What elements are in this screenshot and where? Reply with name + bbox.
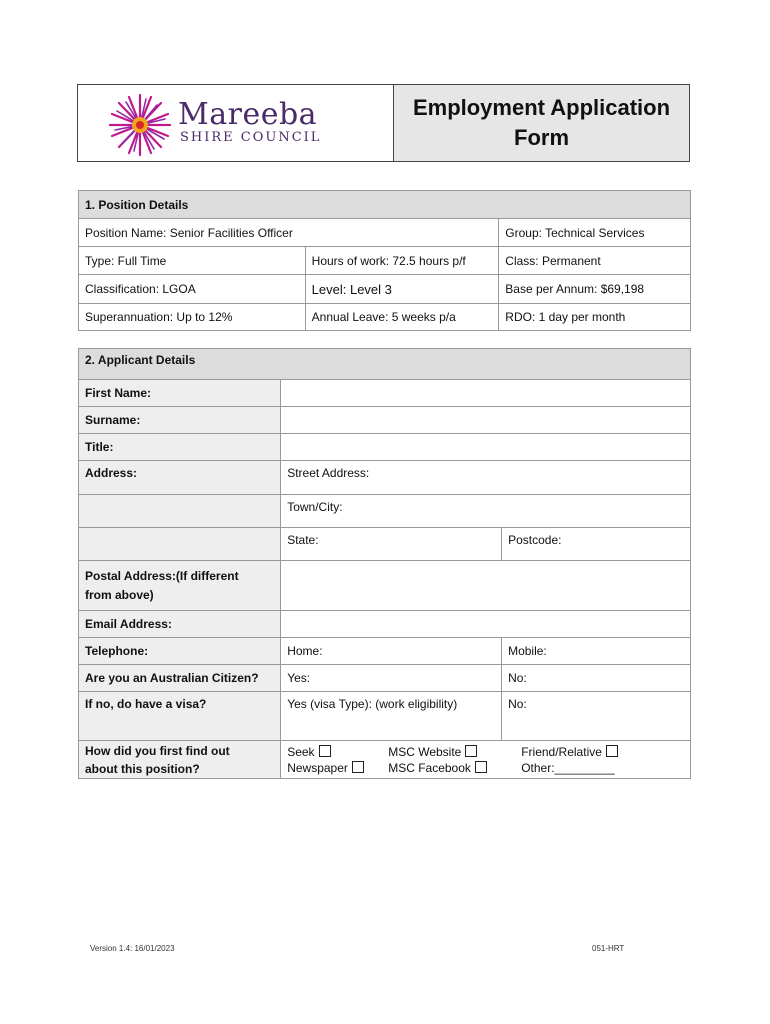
title-field[interactable] (281, 434, 691, 461)
position-type: Type: Full Time (79, 247, 306, 275)
position-details-heading: 1. Position Details (79, 191, 691, 219)
form-title-line-2: Form (514, 125, 569, 150)
position-level: Level: Level 3 (305, 275, 499, 304)
source-friend-label: Friend/Relative (521, 744, 602, 759)
postal-address-label-line-1: Postal Address:(If different (85, 568, 239, 583)
home-phone-field[interactable]: Home: (281, 638, 502, 665)
telephone-label: Telephone: (79, 638, 281, 665)
flower-logo-icon (108, 93, 172, 157)
form-title (394, 85, 689, 161)
newspaper-checkbox[interactable] (352, 761, 364, 773)
citizen-no-field[interactable]: No: (502, 665, 691, 692)
position-annual-leave: Annual Leave: 5 weeks p/a (305, 304, 499, 331)
logo-name: Mareeba (178, 97, 318, 132)
find-out-label-line-2: about this position? (85, 761, 200, 776)
source-options (281, 741, 691, 779)
source-msc-facebook-label: MSC Facebook (388, 760, 471, 775)
title-label: Title: (79, 434, 281, 461)
address-label: Address: (79, 461, 281, 495)
friend-checkbox[interactable] (606, 745, 618, 757)
seek-checkbox[interactable] (319, 745, 331, 757)
first-name-label: First Name: (79, 380, 281, 407)
applicant-details-heading: 2. Applicant Details (79, 349, 691, 380)
position-details-table (78, 190, 691, 331)
source-msc-website-label: MSC Website (388, 744, 462, 759)
form-code-footer: 051-HRT (592, 944, 625, 953)
postal-address-label (79, 561, 281, 611)
source-seek-label: Seek (287, 744, 315, 759)
first-name-field[interactable] (281, 380, 691, 407)
msc-facebook-checkbox[interactable] (475, 761, 487, 773)
visa-no-field[interactable]: No: (502, 692, 691, 741)
postal-address-label-line-2: from above) (85, 587, 154, 602)
source-newspaper-label: Newspaper (287, 760, 348, 775)
source-seek[interactable] (287, 745, 388, 759)
version-footer: Version 1.4: 16/01/2023 (90, 944, 175, 953)
position-hours: Hours of work: 72.5 hours p/f (305, 247, 499, 275)
source-friend[interactable] (521, 745, 651, 759)
surname-field[interactable] (281, 407, 691, 434)
find-out-label (79, 741, 281, 779)
position-group: Group: Technical Services (499, 219, 691, 247)
position-rdo: RDO: 1 day per month (499, 304, 691, 331)
source-msc-facebook[interactable] (388, 761, 521, 775)
msc-website-checkbox[interactable] (465, 745, 477, 757)
form-header (77, 84, 690, 162)
find-out-label-line-1: How did you first find out (85, 743, 230, 758)
position-superannuation: Superannuation: Up to 12% (79, 304, 306, 331)
visa-label: If no, do have a visa? (79, 692, 281, 741)
postal-address-field[interactable] (281, 561, 691, 611)
source-newspaper[interactable] (287, 761, 388, 775)
form-title-line-1: Employment Application (412, 95, 671, 120)
position-classification: Classification: LGOA (79, 275, 306, 304)
email-field[interactable] (281, 611, 691, 638)
visa-type-field[interactable]: Yes (visa Type): (work eligibility) (281, 692, 502, 741)
citizen-label: Are you an Australian Citizen? (79, 665, 281, 692)
position-class: Class: Permanent (499, 247, 691, 275)
state-field[interactable]: State: (281, 528, 502, 561)
logo-subtitle: SHIRE COUNCIL (180, 130, 322, 145)
source-msc-website[interactable] (388, 745, 521, 759)
mobile-phone-field[interactable]: Mobile: (502, 638, 691, 665)
email-label: Email Address: (79, 611, 281, 638)
citizen-yes-field[interactable]: Yes: (281, 665, 502, 692)
applicant-details-table (78, 348, 691, 779)
logo (78, 85, 394, 161)
address-label-spacer (79, 495, 281, 528)
street-address-field[interactable]: Street Address: (281, 461, 691, 495)
town-city-field[interactable]: Town/City: (281, 495, 691, 528)
position-name: Position Name: Senior Facilities Officer (79, 219, 499, 247)
postcode-field[interactable]: Postcode: (502, 528, 691, 561)
position-base-salary: Base per Annum: $69,198 (499, 275, 691, 304)
address-label-spacer-2 (79, 528, 281, 561)
source-other[interactable]: Other:_________ (521, 760, 615, 775)
surname-label: Surname: (79, 407, 281, 434)
